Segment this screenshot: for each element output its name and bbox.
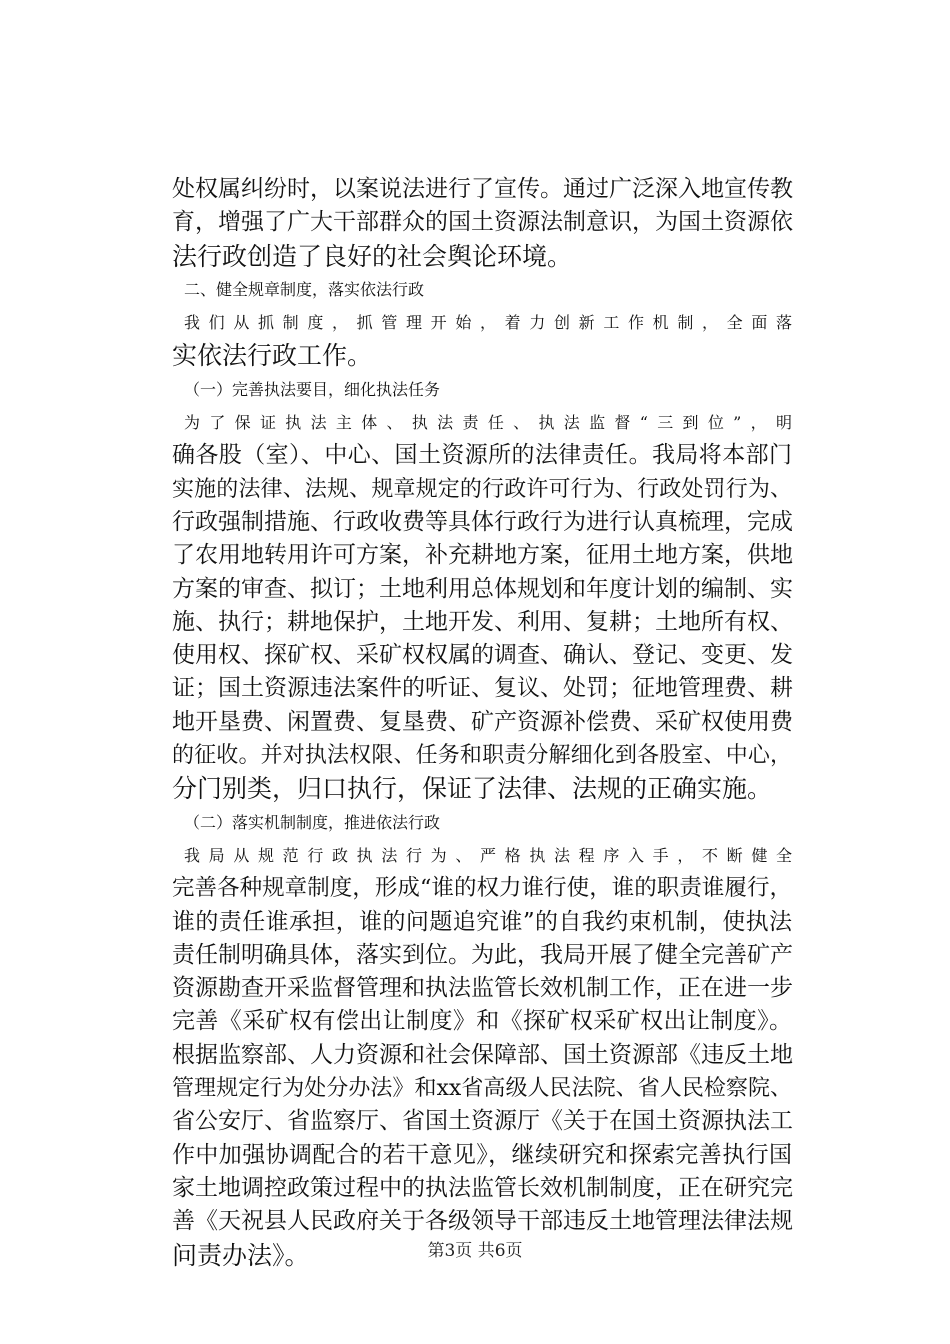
text-line: 证；国土资源违法案件的听证、复议、处罚；征地管理费、耕: [172, 675, 793, 702]
text-line: 责任制明确具体，落实到位。为此，我局开展了健全完善矿产: [172, 941, 793, 968]
text-line: 二、健全规章制度，落实依法行政: [184, 279, 425, 299]
text-line: 行政强制措施、行政收费等具体行政行为进行认真梳理，完成: [172, 508, 793, 535]
text-line: （二）落实机制制度，推进依法行政: [184, 812, 441, 832]
text-line: 地开垦费、闲置费、复垦费、矿产资源补偿费、采矿权使用费: [172, 708, 793, 735]
text-line: 的征收。并对执法权限、任务和职责分解细化到各股室、中心，: [172, 743, 792, 769]
text-line: 确各股（室）、中心、国土资源所的法律责任。我局将本部门: [172, 442, 792, 469]
text-line: 为了保证执法主体、执法责任、执法监督“三到位”，明: [184, 413, 792, 433]
text-line: 方案的审查、拟订；土地利用总体规划和年度计划的编制、实: [172, 575, 793, 602]
text-line: 分门别类，归口执行，保证了法律、法规的正确实施。: [172, 774, 773, 804]
page-footer: 第3页 共6页: [427, 1241, 523, 1261]
text-line: 实施的法律、法规、规章规定的行政许可行为、行政处罚行为、: [172, 476, 792, 502]
text-line: （一）完善执法要目，细化执法任务: [184, 379, 441, 399]
text-line: 家土地调控政策过程中的执法监管长效机制制度，正在研究完: [172, 1174, 793, 1201]
text-line: 育，增强了广大干部群众的国土资源法制意识，为国土资源依: [172, 209, 793, 236]
text-line: 作中加强协调配合的若干意见》，继续研究和探索完善执行国: [172, 1141, 792, 1168]
text-line: 施、执行；耕地保护，土地开发、利用、复耕；土地所有权、: [172, 608, 793, 635]
text-line: 我们从抓制度，抓管理开始，着力创新工作机制，全面落: [184, 313, 792, 333]
text-line: 管理规定行为处分办法》和xx省高级人民法院、省人民检察院、: [172, 1076, 792, 1102]
text-line: 善《天祝县人民政府关于各级领导干部违反土地管理法律法规: [172, 1208, 793, 1235]
text-line: 使用权、探矿权、采矿权权属的调查、确认、登记、变更、发: [172, 642, 793, 669]
text-line: 问责办法》。: [172, 1240, 310, 1270]
text-line: 处权属纠纷时，以案说法进行了宣传。通过广泛深入地宣传教: [172, 176, 793, 202]
text-line: 完善各种规章制度，形成“谁的权力谁行使，谁的职责谁履行，: [172, 875, 792, 902]
text-line: 我局从规范行政执法行为、严格执法程序入手，不断健全: [184, 845, 792, 865]
document-body: [172, 173, 792, 1272]
text-line: 法行政创造了良好的社会舆论环境。: [172, 241, 573, 271]
text-line: 完善《采矿权有偿出让制度》和《探矿权采矿权出让制度》。: [172, 1008, 792, 1035]
text-line: 省公安厅、省监察厅、省国土资源厅《关于在国土资源执法工: [172, 1108, 793, 1135]
text-line: 谁的责任谁承担，谁的问题追究谁”的自我约束机制，使执法: [172, 908, 792, 935]
text-line: 根据监察部、人力资源和社会保障部、国土资源部《违反土地: [172, 1041, 793, 1068]
text-line: 资源勘查开采监督管理和执法监管长效机制工作，正在进一步: [172, 975, 793, 1002]
text-line: 实依法行政工作。: [172, 341, 373, 371]
text-line: 了农用地转用许可方案，补充耕地方案，征用土地方案，供地: [172, 542, 793, 569]
